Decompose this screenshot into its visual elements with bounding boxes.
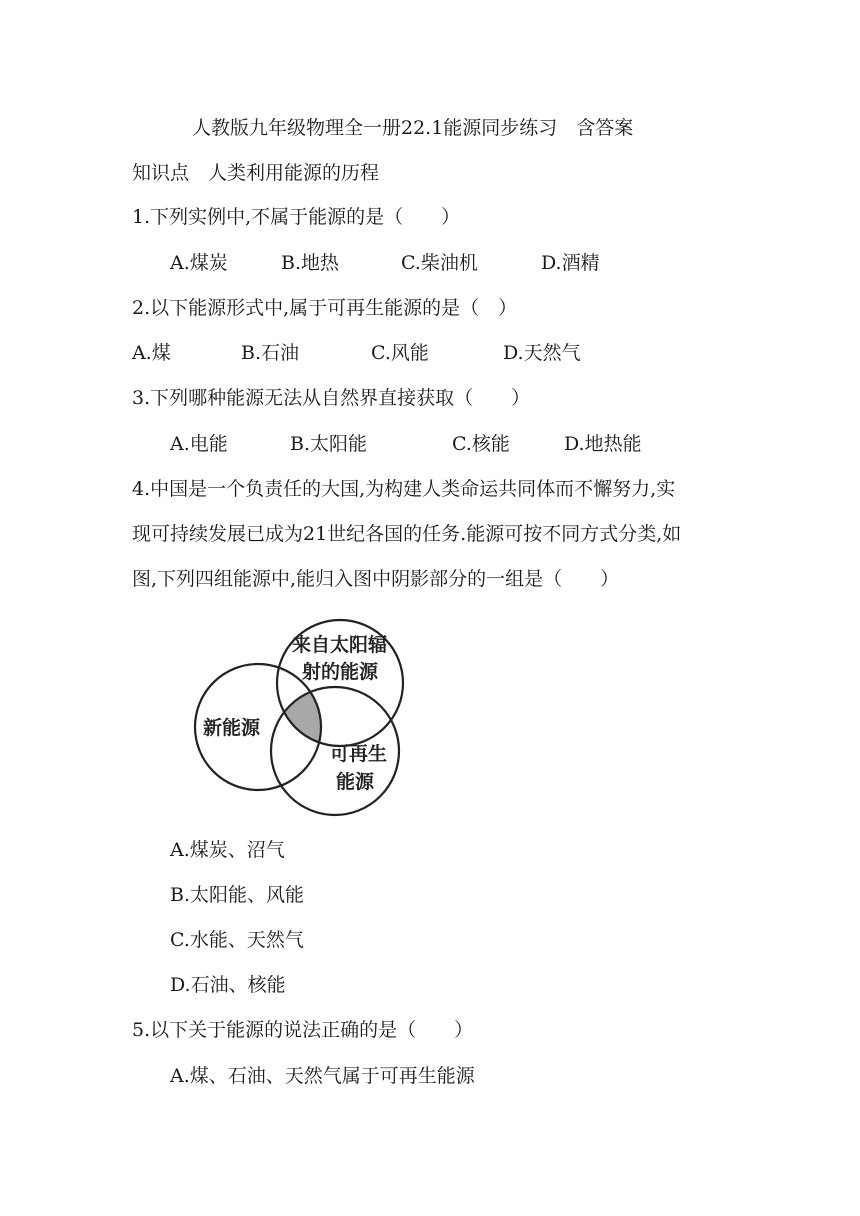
question-2-option-d: D.天然气: [503, 342, 581, 364]
question-5-stem: 5.以下关于能源的说法正确的是（ ）: [132, 1019, 474, 1041]
question-1-option-d: D.酒精: [541, 252, 600, 274]
question-3-option-d: D.地热能: [564, 433, 642, 455]
question-4-stem-line-1: 4.中国是一个负责任的大国,为构建人类命运共同体而不懈努力,实: [132, 478, 676, 500]
label-renewable-line-2: 能源: [336, 771, 375, 793]
label-renewable-line-1: 可再生: [330, 743, 388, 765]
question-5-option-a: A.煤、石油、天然气属于可再生能源: [170, 1065, 475, 1087]
question-3-option-b: B.太阳能: [290, 433, 368, 455]
question-4-option-a: A.煤炭、沼气: [170, 839, 285, 861]
question-4-stem-line-3: 图,下列四组能源中,能归入图中阴影部分的一组是（ ）: [132, 568, 620, 590]
question-1-option-b: B.地热: [281, 252, 340, 274]
document-title: 人教版九年级物理全一册22.1能源同步练习 含答案: [192, 117, 634, 139]
label-solar-line-2: 射的能源: [302, 661, 379, 683]
question-4-option-b: B.太阳能、风能: [170, 884, 305, 906]
question-2-option-a: A.煤: [132, 342, 171, 364]
question-3-option-c: C.核能: [452, 433, 510, 455]
label-solar-line-1: 来自太阳辐: [292, 634, 388, 656]
question-4-option-c: C.水能、天然气: [170, 929, 304, 951]
question-3-stem: 3.下列哪种能源无法从自然界直接获取（ ）: [132, 387, 531, 409]
question-4-option-d: D.石油、核能: [170, 974, 286, 996]
question-2-stem: 2.以下能源形式中,属于可再生能源的是（ ）: [132, 297, 518, 319]
question-1-option-c: C.柴油机: [401, 252, 478, 274]
section-heading: 知识点 人类利用能源的历程: [132, 162, 380, 184]
question-3-option-a: A.电能: [170, 433, 228, 455]
question-4-stem-line-2: 现可持续发展已成为21世纪各国的任务.能源可按不同方式分类,如: [132, 523, 682, 545]
label-new-energy: 新能源: [203, 717, 261, 739]
question-1-option-a: A.煤炭: [170, 252, 228, 274]
question-1-stem: 1.下列实例中,不属于能源的是（ ）: [132, 206, 461, 228]
question-2-option-c: C.风能: [371, 342, 429, 364]
venn-diagram: [190, 608, 430, 828]
question-2-option-b: B.石油: [241, 342, 300, 364]
